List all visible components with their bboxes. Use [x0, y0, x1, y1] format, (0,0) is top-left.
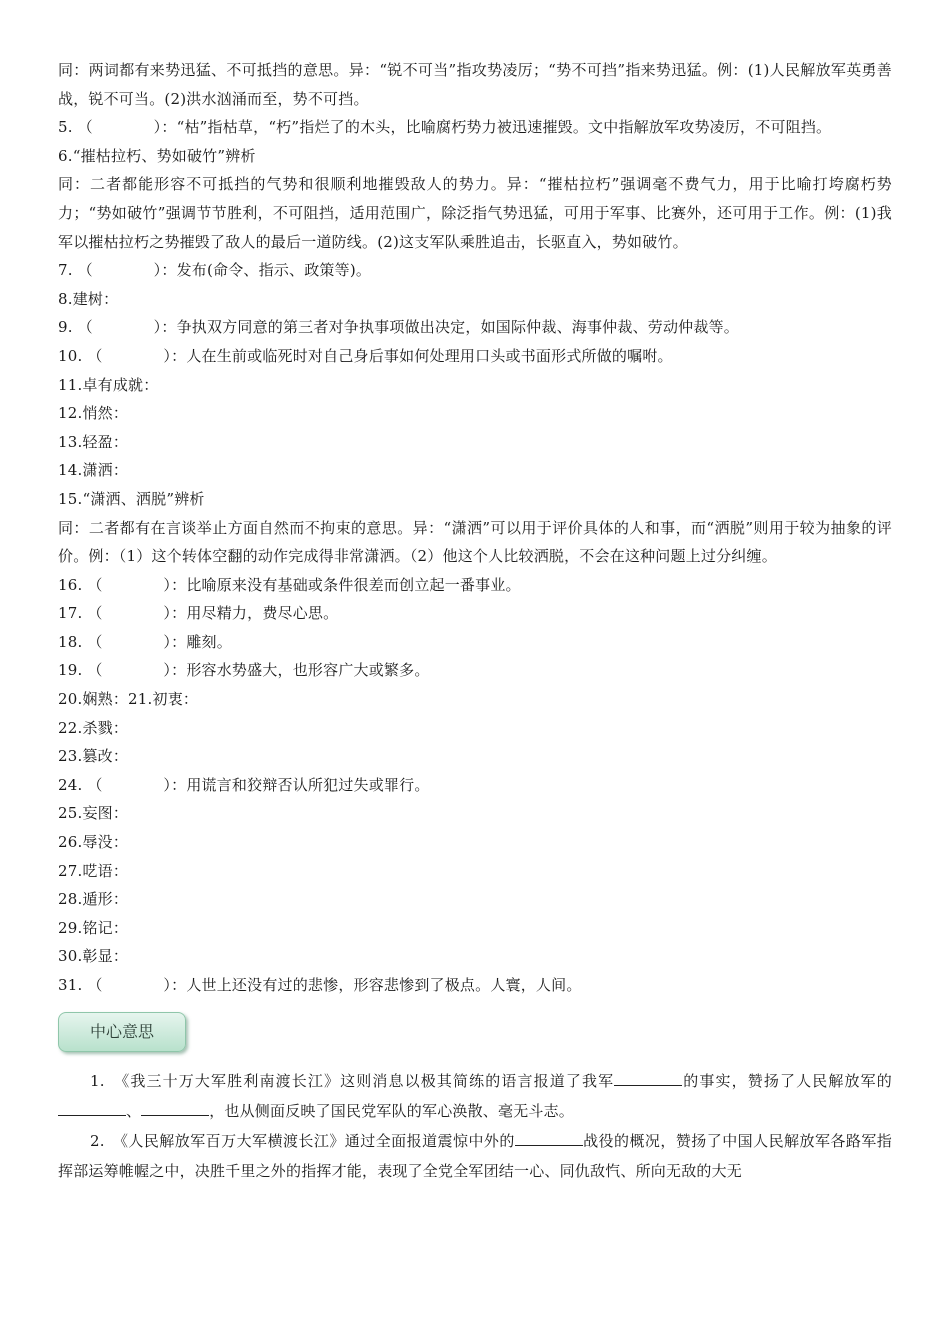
vocabulary-item: 7. （ ）：发布(命令、指示、政策等)。: [58, 261, 372, 280]
vocabulary-item: 30.彰显：: [58, 947, 129, 966]
question-text: 、: [126, 1101, 142, 1120]
vocabulary-item: 27.呓语：: [58, 861, 129, 880]
document-page: [58, 56, 892, 1186]
vocabulary-list: [58, 56, 892, 1000]
question-list: [58, 1066, 892, 1186]
question-text: 《我三十万大军胜利南渡长江》这则消息以极其简练的语言报道了我军: [121, 1071, 615, 1090]
vocabulary-item: 25.妄图：: [58, 804, 129, 823]
question-text: 战役的概况，赞扬了中国人民解放军各路军指挥部运筹帷幄之中，决胜千里之外的指挥才能，表现了全党全军团结一心、同仇敌忾、所向无敌的大无: [58, 1131, 892, 1180]
vocabulary-item: 10. （ ）：人在生前或临死时对自己身后事如何处理用口头或书面形式所做的嘱咐。: [58, 346, 673, 365]
answer-blank[interactable]: [58, 1101, 126, 1116]
vocabulary-item: 14.潇洒：: [58, 461, 129, 480]
vocabulary-item: 15.“潇洒、洒脱”辨析: [58, 489, 205, 508]
answer-blank[interactable]: [141, 1101, 209, 1116]
vocabulary-item: 22.杀戮：: [58, 718, 129, 737]
fill-in-question: [58, 1066, 892, 1126]
answer-blank[interactable]: [515, 1131, 583, 1146]
explanation-paragraph: 5. （ ）：“枯”指枯草，“朽”指烂了的木头，比喻腐朽势力被迅速摧毁。文中指解放军攻势凌厉，不可阻挡。: [58, 118, 832, 137]
question-number: 2.: [90, 1131, 105, 1150]
explanation-paragraph: 同：二者都有在言谈举止方面自然而不拘束的意思。异：“潇洒”可以用于评价具体的人和事，而“洒脱”则用于较为抽象的评价。例：（1）这个转体空翻的动作完成得非常潇洒。（2）他这个人比较洒脱，不会在这种问题上过分纠缠。: [58, 518, 892, 566]
explanation-paragraph: 同：两词都有来势迅猛、不可抵挡的意思。异：“锐不可当”指攻势凌厉；“势不可挡”指来势迅猛。例：(1)人民解放军英勇善战，锐不可当。(2)洪水汹涌而至，势不可挡。: [58, 61, 892, 108]
vocabulary-item: 9. （ ）：争执双方同意的第三者对争执事项做出决定，如国际仲裁、海事仲裁、劳动仲裁等。: [58, 318, 739, 337]
vocabulary-item: 11.卓有成就：: [58, 375, 159, 394]
section-title-badge: 中心意思: [58, 1012, 186, 1052]
answer-blank[interactable]: [614, 1071, 682, 1086]
vocabulary-item: 28.遁形：: [58, 890, 129, 909]
vocabulary-item: 8.建树：: [58, 289, 119, 308]
vocabulary-item: 24. （ ）：用谎言和狡辩否认所犯过失或罪行。: [58, 775, 430, 794]
vocabulary-item: 26.辱没：: [58, 833, 129, 852]
section-header: [58, 1012, 892, 1052]
question-text: ，也从侧面反映了国民党军队的军心涣散、毫无斗志。: [209, 1101, 575, 1120]
vocabulary-item: 18. （ ）：雕刻。: [58, 632, 232, 651]
question-number: 1.: [90, 1071, 105, 1090]
vocabulary-item: 17. （ ）：用尽精力，费尽心思。: [58, 604, 339, 623]
vocabulary-item: 16. （ ）：比喻原来没有基础或条件很差而创立起一番事业。: [58, 575, 521, 594]
vocabulary-item: 23.篡改：: [58, 747, 129, 766]
vocabulary-item: 6.“摧枯拉朽、势如破竹”辨析: [58, 146, 256, 165]
vocabulary-item: 19. （ ）：形容水势盛大，也形容广大或繁多。: [58, 661, 430, 680]
vocabulary-item: 31. （ ）：人世上还没有过的悲惨，形容悲惨到了极点。人寰，人间。: [58, 976, 582, 994]
vocabulary-item: 12.悄然：: [58, 404, 129, 423]
vocabulary-item: 20.娴熟：21.初衷：: [58, 690, 199, 709]
question-text: 的事实，赞扬了人民解放军的: [682, 1071, 892, 1090]
fill-in-question: [58, 1126, 892, 1186]
vocabulary-item: 29.铭记：: [58, 918, 129, 937]
question-text: 《人民解放军百万大军横渡长江》通过全面报道震惊中外的: [120, 1131, 515, 1150]
explanation-paragraph: 同：二者都能形容不可抵挡的气势和很顺利地摧毁敌人的势力。异：“摧枯拉朽”强调毫不费气力，用于比喻打垮腐朽势力；“势如破竹”强调节节胜利，不可阻挡，适用范围广，除泛指气势迅猛，可用于军事、比赛外，还可用于工作。例：(1)我军以摧枯拉朽之势摧毁了敌人的最后一道防线。(2)这支军队乘胜追击，长驱直入，势如破竹。: [58, 175, 892, 251]
vocabulary-item: 13.轻盈：: [58, 432, 129, 451]
